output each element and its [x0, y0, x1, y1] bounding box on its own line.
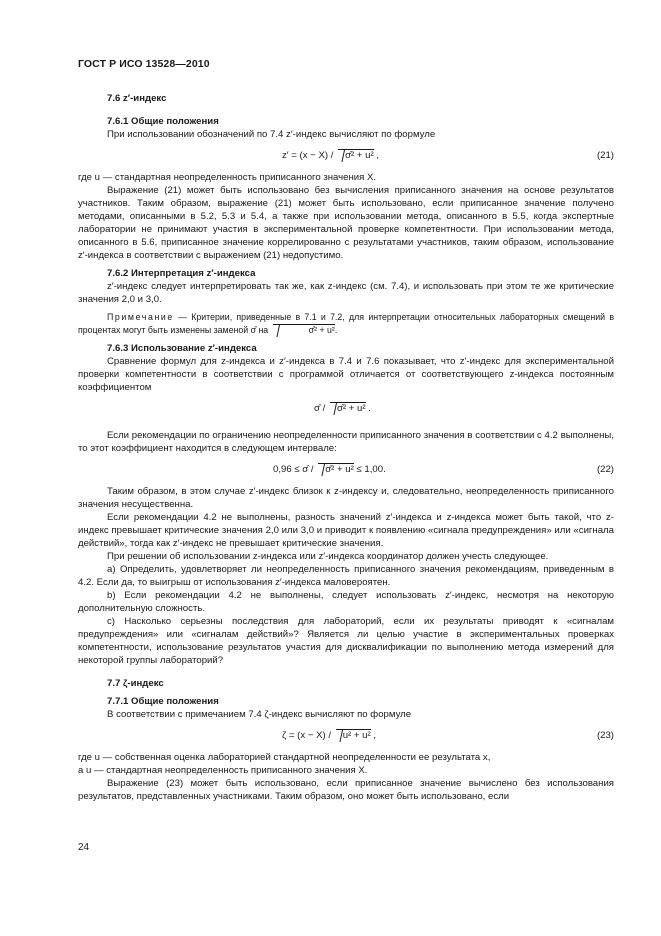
section-7-7-1-paragraph: Выражение (23) может быть использовано, если приписанное значение вычислено без использования результатов, представленных участниками. Таким образом, оно может быть использовано, если [78, 778, 614, 802]
page-number: 24 [78, 842, 90, 853]
formula-23 [78, 725, 614, 747]
section-7-6-3-title: 7.6.3 Использование z′-индекса [107, 343, 257, 354]
section-7-6-1-title: 7.6.1 Общие положения [107, 116, 219, 127]
formula-23-where-1: где u — собственная оценка лабораторией стандартной неопределенности ее результата x, [78, 752, 491, 763]
sqrt-radical: σ̂² + u² [273, 324, 335, 336]
section-7-6-2-title: 7.6.2 Интерпретация z′-индекса [107, 268, 256, 279]
section-7-6-3-paragraph-2: Если рекомендации по ограничению неопределенности приписанного значения в соответствии с 4.2 выполнены, то этот коэффициент находится в следующем интервале: [78, 430, 614, 454]
section-7-6-3-paragraph-4: Если рекомендации 4.2 не выполнены, разность значений z′-индекса и z-индекса может быть такой, что z-индекс превышает критические значения 2,0 или 3,0 и приводит к появлению «сигнала предупреждения» или «сигнала действий», тогда как z′-индекс не превышает критические значения. [78, 512, 614, 549]
section-7-6-3-paragraph-5: При решении об использовании z-индекса или z′-индекса координатор должен учесть следующее. [107, 551, 549, 562]
section-7-6-1-intro: При использовании обозначений по 7.4 z′-индекс вычисляют по формуле [107, 129, 436, 140]
sqrt-radical: u² + u² [336, 729, 371, 741]
list-item-c: c) Насколько серьезны последствия для лабораторий, если их результаты приводят к «сигналам предупреждения» или «сигналам действий»? Является ли целью участие в экспериментальных проверках компетентности, использование результатов участия для дисквалификации по выполнению метода измерений для некоторой группы лабораторий? [78, 616, 614, 666]
list-item-b: b) Если рекомендации 4.2 не выполнены, следует использовать z′-индекс, несмотря на некоторую дополнительную сложность. [78, 590, 614, 614]
formula-23-expression: ζ = (x − X) / u² + u² , [282, 730, 377, 741]
sqrt-radical: σ̂² + u² [338, 149, 374, 161]
section-7-7-title: 7.7 ζ-индекс [107, 678, 164, 689]
formula-23-where-2: а u — стандартная неопределенность приписанного значения X. [78, 765, 368, 776]
formula-22-number: (22) [596, 464, 614, 475]
section-7-7-1-intro: В соответствии с примечанием 7.4 ζ-индекс вычисляют по формуле [107, 709, 412, 720]
document-body [78, 92, 614, 803]
note-label: Примечание [107, 312, 174, 322]
sqrt-radical: σ̂² + u² [318, 463, 354, 475]
formula-21-expression: z′ = (x − X) / σ̂² + u² , [282, 150, 379, 161]
document-header: ГОСТ Р ИСО 13528—2010 [78, 58, 210, 70]
formula-21-where: где u — стандартная неопределенность приписанного значения X. [78, 172, 377, 183]
section-7-6-1-paragraph: Выражение (21) может быть использовано без вычисления приписанного значения на основе результатов участников. Таким образом, выражение (21) может быть использовано, если приписанное значение получено методами, описанными в 5.2, 5.3 и 5.4, а также при использовании метода, описанного в 5.5, когда экспертные лаборатории не принимают участия в экспериментальной проверке компетентности. При использовании метода, описанного в 5.6, приписанное значение коррелированно с результатами участников, таким образом, использование z′-индекса в соответствии с выражением (21) недопустимо. [78, 185, 614, 261]
coefficient-expression: σ̂ / σ̂² + u² . [314, 403, 371, 414]
list-item-a: a) Определить, удовлетворяет ли неопределенность приписанного значения рекомендациям, приведенным в 4.2. Если да, то выигрыш от использования z′-индекса маловероятен. [78, 564, 614, 588]
formula-23-number: (23) [596, 730, 614, 741]
section-7-6-3-paragraph-1: Сравнение формул для z-индекса и z′-индекса в 7.4 и 7.6 показывает, что z′-индекс для экспериментальной проверки компетентности в соответствии с программой отличается от соответствующего z-индекса постоянным коэффициентом [78, 356, 614, 393]
section-7-6-title: 7.6 z′-индекс [107, 93, 167, 104]
sqrt-radical: σ̂² + u² [330, 402, 366, 414]
formula-22 [78, 459, 614, 481]
section-7-6-2-note: Примечание — Критерии, приведенные в 7.1 и 7.2, для интерпретации относительных лабораторных смещений в процентах могут быть изменены заменой σ̂ на σ̂² + u². [78, 312, 614, 335]
formula-22-expression: 0,96 ≤ σ̂ / σ̂² + u² ≤ 1,00. [273, 464, 386, 475]
section-7-6-3-paragraph-3: Таким образом, в этом случае z′-индекс близок к z-индексу и, следовательно, неопределенность приписанного значения несущественна. [78, 486, 614, 510]
section-7-6-2-paragraph: z′-индекс следует интерпретировать так же, как z-индекс (см. 7.4), и использовать при этом те же критические значения 2,0 и 3,0. [78, 281, 614, 305]
section-7-7-1-title: 7.7.1 Общие положения [107, 696, 219, 707]
formula-21 [78, 145, 614, 167]
formula-21-number: (21) [596, 150, 614, 161]
